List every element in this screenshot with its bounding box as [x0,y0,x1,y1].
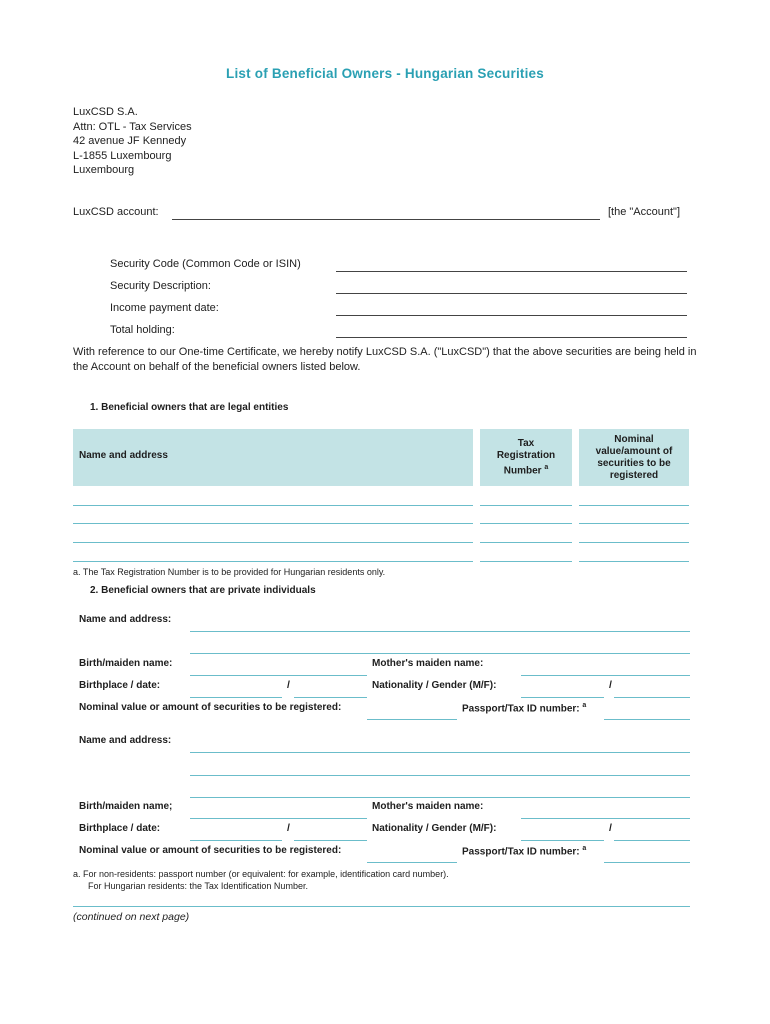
column-header-nominal [579,429,689,486]
address-line: LuxCSD S.A. [73,106,138,118]
continued-note: (continued on next page) [73,911,190,923]
birthplace-field[interactable] [190,697,282,698]
nationality-field[interactable] [521,697,604,698]
divider [73,906,690,907]
name-address-label: Name and address: [79,735,172,746]
address-line: 42 avenue JF Kennedy [73,135,187,148]
footnote-marker: a [582,702,587,709]
mother-maiden-field[interactable] [521,818,690,819]
slash-separator: / [609,679,612,691]
table-row-tax-field[interactable] [480,505,572,506]
name-address-label: Name and address: [79,614,172,625]
slash-separator: / [287,822,290,834]
page-title: List of Beneficial Owners - Hungarian Securities [226,66,544,81]
nationality-gender-label: Nationality / Gender (M/F): [372,680,497,691]
birthplace-date-label: Birthplace / date: [79,680,161,691]
account-suffix: [the "Account"] [608,206,681,218]
birth-date-field[interactable] [294,840,367,841]
address-line: Luxembourg [73,164,135,177]
footnote-marker: a [582,845,587,852]
birth-maiden-field[interactable] [190,818,367,819]
birth-maiden-label: Birth/maiden name: [79,658,173,669]
table-row-name-field[interactable] [73,505,473,506]
footnote-marker: a [544,463,549,471]
table-row-tax-field[interactable] [480,561,572,562]
table-row-tax-field[interactable] [480,542,572,543]
table-row-tax-field[interactable] [480,523,572,524]
column-header-label: Nominal value/amount of securities to be registered [595,433,673,481]
passport-label: Passport/Tax ID number: $^a$ [462,845,587,858]
income-payment-date-label: Income payment date: [110,302,219,314]
security-code-label: Security Code (Common Code or ISIN) [110,258,301,270]
section1-heading: 1. Beneficial owners that are legal entities [90,402,289,413]
passport-label: Passport/Tax ID number: $^a$ [462,702,587,715]
birth-date-field[interactable] [294,697,367,698]
gender-field[interactable] [614,840,690,841]
table-row-name-field[interactable] [73,561,473,562]
passport-field[interactable] [604,719,690,720]
name-address-field[interactable] [190,631,690,632]
slash-separator: / [609,822,612,834]
column-header-name-address [73,429,473,486]
section1-footnote: a. The Tax Registration Number is to be provided for Hungarian residents only. [73,567,386,577]
table-row-nominal-field[interactable] [579,523,689,524]
table-row-name-field[interactable] [73,542,473,543]
security-description-label: Security Description: [110,280,211,292]
nationality-field[interactable] [521,840,604,841]
total-holding-field[interactable] [336,337,687,338]
gender-field[interactable] [614,697,690,698]
name-address-field[interactable] [190,797,690,798]
nominal-value-field[interactable] [367,862,457,863]
name-address-field[interactable] [190,775,690,776]
column-header-tax-number [480,429,572,486]
mother-maiden-label: Mother's maiden name: [372,801,484,812]
slash-separator: / [287,679,290,691]
footnote-line: a. For non-residents: passport number (or equivalent: for example, identification card number). [73,869,449,879]
nominal-value-label: Nominal value or amount of securities to be registered: [79,845,342,856]
total-holding-label: Total holding: [110,324,175,336]
account-label: LuxCSD account: [73,206,159,218]
birth-maiden-field[interactable] [190,675,367,676]
notification-paragraph: With reference to our One-time Certificate, we hereby notify LuxCSD S.A. ("LuxCSD") that the above securities are being held in the Account on behalf of the beneficial owners listed below. [73,346,697,373]
table-row-nominal-field[interactable] [579,505,689,506]
name-address-field[interactable] [190,752,690,753]
table-row-nominal-field[interactable] [579,542,689,543]
table-row-nominal-field[interactable] [579,561,689,562]
security-description-field[interactable] [336,293,687,294]
birthplace-field[interactable] [190,840,282,841]
income-payment-date-field[interactable] [336,315,687,316]
footnote-line: For Hungarian residents: the Tax Identification Number. [88,880,308,891]
mother-maiden-label: Mother's maiden name: [372,658,484,669]
name-address-field[interactable] [190,653,690,654]
table-row-name-field[interactable] [73,523,473,524]
address-line: L-1855 Luxembourg [73,149,172,162]
nominal-value-label: Nominal value or amount of securities to be registered: [79,702,342,713]
section2-footnote [73,869,449,892]
birthplace-date-label: Birthplace / date: [79,823,161,834]
account-field[interactable] [172,219,600,220]
nationality-gender-label: Nationality / Gender (M/F): [372,823,497,834]
column-header-label: Name and address [79,450,168,461]
address-block [73,105,192,178]
security-code-field[interactable] [336,271,687,272]
passport-field[interactable] [604,862,690,863]
address-line: Attn: OTL - Tax Services [73,120,192,133]
mother-maiden-field[interactable] [521,675,690,676]
column-header-label: Tax Registration Number [496,437,556,477]
birth-maiden-label: Birth/maiden name; [79,801,173,812]
section2-heading: 2. Beneficial owners that are private individuals [90,585,316,596]
nominal-value-field[interactable] [367,719,457,720]
